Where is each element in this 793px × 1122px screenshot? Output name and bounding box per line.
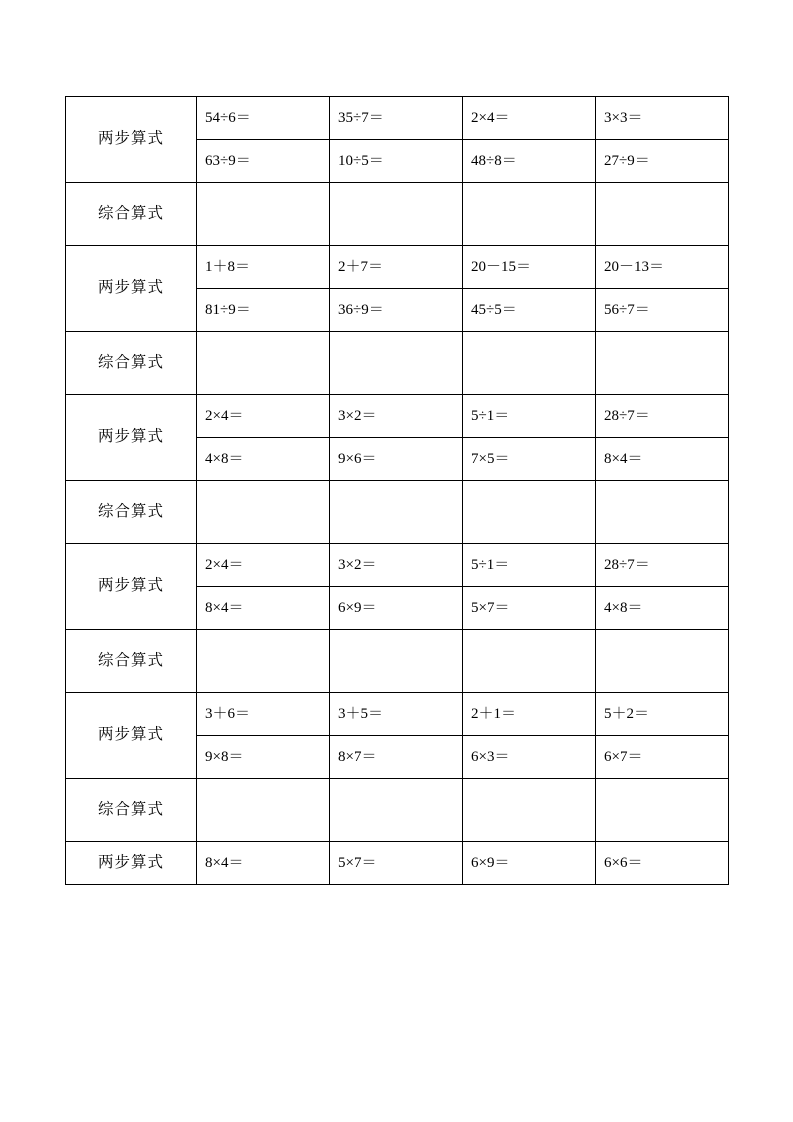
expression-cell: 2×4＝ (197, 395, 330, 438)
expression-cell: 5÷1＝ (463, 544, 596, 587)
answer-cell[interactable] (330, 332, 463, 395)
table-row (66, 97, 729, 140)
row-label-two-step: 两步算式 (66, 97, 197, 183)
expression-cell: 3×3＝ (596, 97, 729, 140)
answer-cell[interactable] (197, 481, 330, 544)
row-label-combined: 综合算式 (66, 332, 197, 395)
table-row (66, 842, 729, 885)
expression-cell: 5÷1＝ (463, 395, 596, 438)
answer-cell[interactable] (596, 481, 729, 544)
expression-cell: 35÷7＝ (330, 97, 463, 140)
expression-cell: 10÷5＝ (330, 140, 463, 183)
table-row (66, 544, 729, 587)
expression-cell: 4×8＝ (596, 587, 729, 630)
expression-cell: 9×8＝ (197, 736, 330, 779)
answer-cell[interactable] (197, 779, 330, 842)
expression-cell: 1＋8＝ (197, 246, 330, 289)
expression-cell: 6×9＝ (330, 587, 463, 630)
expression-cell: 28÷7＝ (596, 395, 729, 438)
expression-cell: 3×2＝ (330, 395, 463, 438)
table-row (66, 693, 729, 736)
answer-cell[interactable] (463, 630, 596, 693)
exercise-table (65, 96, 729, 885)
expression-cell: 6×7＝ (596, 736, 729, 779)
table-row (66, 779, 729, 842)
expression-cell: 6×9＝ (463, 842, 596, 885)
answer-cell[interactable] (463, 481, 596, 544)
expression-cell: 8×4＝ (596, 438, 729, 481)
row-label-combined: 综合算式 (66, 779, 197, 842)
answer-cell[interactable] (197, 630, 330, 693)
table-row (66, 395, 729, 438)
answer-cell[interactable] (596, 332, 729, 395)
row-label-two-step: 两步算式 (66, 693, 197, 779)
expression-cell: 6×3＝ (463, 736, 596, 779)
expression-cell: 3＋6＝ (197, 693, 330, 736)
answer-cell[interactable] (330, 481, 463, 544)
answer-cell[interactable] (463, 183, 596, 246)
row-label-two-step: 两步算式 (66, 395, 197, 481)
answer-cell[interactable] (463, 332, 596, 395)
expression-cell: 8×4＝ (197, 587, 330, 630)
expression-cell: 2＋7＝ (330, 246, 463, 289)
expression-cell: 36÷9＝ (330, 289, 463, 332)
expression-cell: 20－15＝ (463, 246, 596, 289)
expression-cell: 45÷5＝ (463, 289, 596, 332)
answer-cell[interactable] (330, 183, 463, 246)
table-row (66, 481, 729, 544)
answer-cell[interactable] (197, 332, 330, 395)
expression-cell: 7×5＝ (463, 438, 596, 481)
expression-cell: 48÷8＝ (463, 140, 596, 183)
expression-cell: 6×6＝ (596, 842, 729, 885)
expression-cell: 27÷9＝ (596, 140, 729, 183)
expression-cell: 2＋1＝ (463, 693, 596, 736)
expression-cell: 28÷7＝ (596, 544, 729, 587)
answer-cell[interactable] (596, 183, 729, 246)
row-label-combined: 综合算式 (66, 481, 197, 544)
answer-cell[interactable] (596, 779, 729, 842)
expression-cell: 5＋2＝ (596, 693, 729, 736)
expression-cell: 3×2＝ (330, 544, 463, 587)
expression-cell: 5×7＝ (463, 587, 596, 630)
table-row (66, 183, 729, 246)
row-label-two-step: 两步算式 (66, 246, 197, 332)
expression-cell: 8×4＝ (197, 842, 330, 885)
expression-cell: 81÷9＝ (197, 289, 330, 332)
expression-cell: 5×7＝ (330, 842, 463, 885)
expression-cell: 3＋5＝ (330, 693, 463, 736)
table-row (66, 332, 729, 395)
answer-cell[interactable] (330, 630, 463, 693)
row-label-combined: 综合算式 (66, 630, 197, 693)
expression-cell: 2×4＝ (463, 97, 596, 140)
expression-cell: 9×6＝ (330, 438, 463, 481)
row-label-two-step: 两步算式 (66, 842, 197, 885)
expression-cell: 8×7＝ (330, 736, 463, 779)
row-label-two-step: 两步算式 (66, 544, 197, 630)
row-label-combined: 综合算式 (66, 183, 197, 246)
table-row (66, 630, 729, 693)
expression-cell: 2×4＝ (197, 544, 330, 587)
answer-cell[interactable] (463, 779, 596, 842)
expression-cell: 54÷6＝ (197, 97, 330, 140)
expression-cell: 63÷9＝ (197, 140, 330, 183)
expression-cell: 20－13＝ (596, 246, 729, 289)
answer-cell[interactable] (197, 183, 330, 246)
expression-cell: 4×8＝ (197, 438, 330, 481)
expression-cell: 56÷7＝ (596, 289, 729, 332)
table-row (66, 246, 729, 289)
answer-cell[interactable] (330, 779, 463, 842)
answer-cell[interactable] (596, 630, 729, 693)
